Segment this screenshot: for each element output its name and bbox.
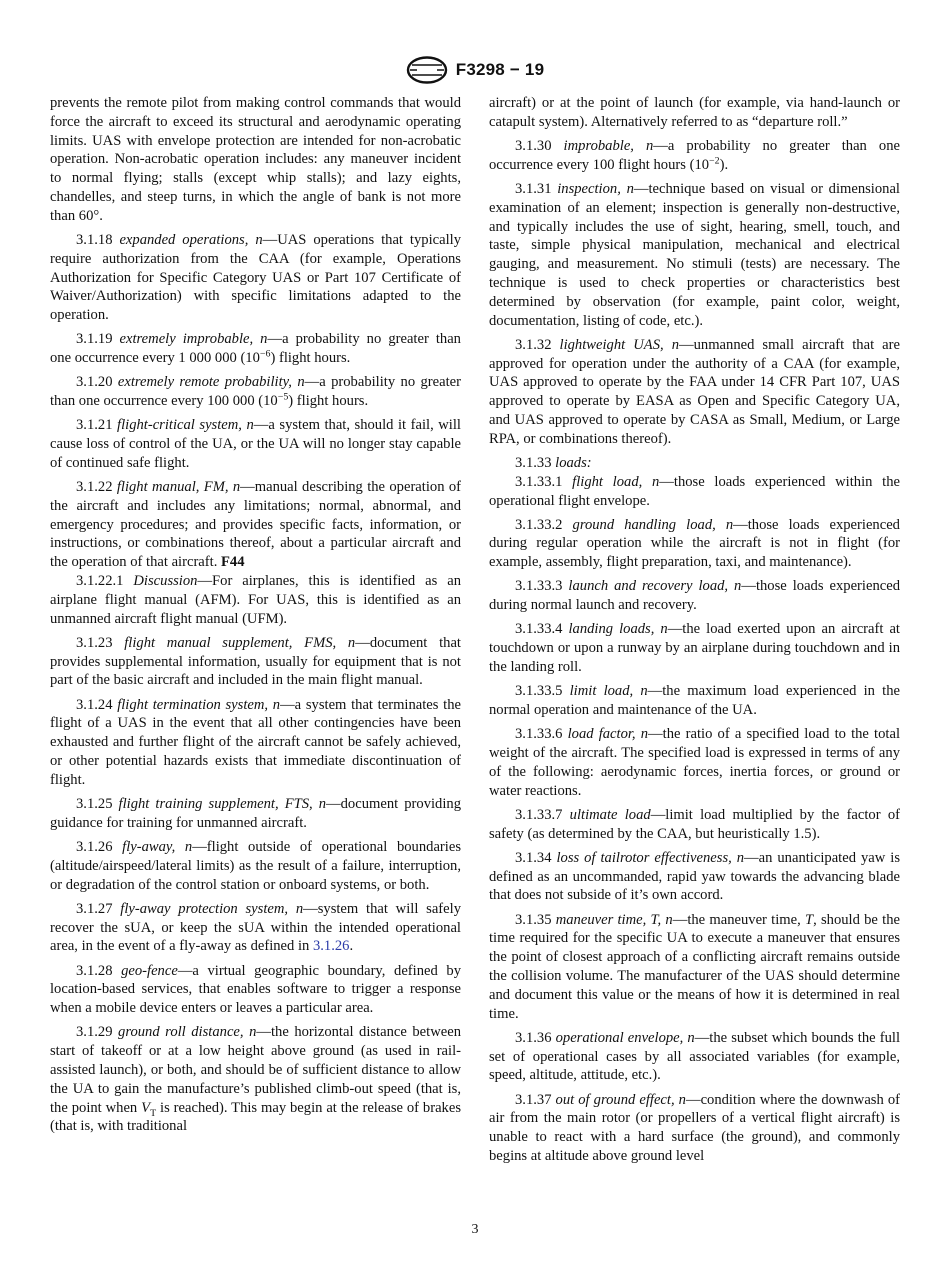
definition-3-1-24: 3.1.24 flight termination system, n—a system that terminates the flight of a UAS in the event that all other contingencies have been exhausted and further flight of the aircraft cannot be safely achieved, or other potential hazards exists that immediate discontinuation of flight. [50, 696, 461, 788]
definition-3-1-30: 3.1.30 improbable, n—a probability no greater than one occurrence every 100 flight hours $(10^{-2})$. [489, 137, 900, 173]
definition-3-1-27: 3.1.27 fly-away protection system, n—system that will safely recover the sUA, or keep the sUA within the intended operational area, in the event of a fly-away as defined in 3.1.26. [50, 900, 461, 955]
paragraph-continued: aircraft) or at the point of launch (for example, via hand-launch or catapult system). Alternatively referred to as “departure roll.” [489, 95, 900, 130]
cross-reference-link[interactable]: 3.1.26 [312, 938, 350, 955]
definition-3-1-34: 3.1.34 loss of tailrotor effectiveness, n—an unanticipated yaw is defined as an uncommanded, rapid yaw towards the advancing blade that does not subside of it’s own accord. [489, 849, 900, 904]
definition-3-1-22: 3.1.22 flight manual, FM, n—manual describing the operation of the aircraft and includes any limitations; normal, abnormal, and emergency procedures; and provides specific facts, information, or instructions, or combinations thereof, about a particular aircraft and the operation of that aircraft. F44 [50, 479, 461, 571]
definition-3-1-33-6: 3.1.33.6 load factor, n—the ratio of a specified load to the total weight of the aircraft. The specified load is expressed in terms of any of the following: aerodynamic forces, inertia forces, or ground or water reactions. [489, 726, 900, 799]
definition-3-1-32: 3.1.32 lightweight UAS, n—unmanned small aircraft that are approved for operation under the authority of a CAA (for example, UAS approved to operate by the FAA under 14 CFR Part 107, UAS approved to operate by EASA as Open and Specific Category UA, and UAS approved to operate by CASA as Small, Medium, or Large RPA, or combinations thereof). [489, 336, 900, 447]
change-marker: F44 [221, 554, 245, 571]
definition-3-1-33: 3.1.33 loads: [515, 454, 592, 471]
definition-3-1-33-2: 3.1.33.2 ground handling load, n—those loads experienced during regular operation while the aircraft is not in flight (for example, assembly, flight preparation, taxi, and maintenance). [489, 516, 900, 571]
astm-logo [406, 56, 448, 84]
right-column [489, 94, 900, 1171]
definition-3-1-33-7: 3.1.33.7 ultimate load—limit load multiplied by the factor of safety (as determined by the CAA, but heuristically 1.5). [489, 806, 900, 842]
definition-3-1-36: 3.1.36 operational envelope, n—the subset which bounds the full set of operational cases by all associated variables (for example, speed, altitude, attitude, etc.). [489, 1029, 900, 1084]
definition-3-1-22-1: 3.1.22.1 Discussion—For airplanes, this is identified as an airplane flight manual (AFM). For UAS, this is identified as an unmanned aircraft flight manual (UFM). [50, 573, 461, 627]
definition-3-1-19: 3.1.19 extremely improbable, n—a probability no greater than one occurrence every 1 000 000 $(10^{-6})$ flight hours. [50, 331, 461, 367]
definition-3-1-33-1: 3.1.33.1 flight load, n—those loads experienced within the operational flight envelope. [489, 473, 900, 509]
page-number: 3 [471, 1222, 479, 1237]
definition-3-1-33-3: 3.1.33.3 launch and recovery load, n—those loads experienced during normal launch and recovery. [489, 578, 900, 614]
definition-3-1-23: 3.1.23 flight manual supplement, FMS, n—document that provides supplemental information, usually for equipment that is not part of the basic aircraft and included in the main flight manual. [50, 634, 461, 689]
definition-3-1-37: 3.1.37 out of ground effect, n—condition where the downwash of air from the main rotor (or propellers of a vertical flight aircraft) is unable to react with a hard surface (the ground), and commonly begins at altitude above ground level [489, 1091, 900, 1164]
definition-3-1-21: 3.1.21 flight-critical system, n—a system that, should it fail, will cause loss of control of the UA, or the UA will no longer stay capable of continued safe flight. [50, 417, 461, 471]
definition-3-1-33-5: 3.1.33.5 limit load, n—the maximum load experienced in the normal operation and maintenance of the UA. [489, 683, 900, 719]
definition-3-1-18: 3.1.18 expanded operations, n—UAS operations that typically require authorization from the CAA (for example, Operations Authorization for Specific Category UAS or Part 107 Certificate of Waiver/Authorization) with specific limitations adapted to the operation. [50, 231, 461, 324]
definition-3-1-26: 3.1.26 fly-away, n—flight outside of operational boundaries (altitude/airspeed/lateral limits) as the result of a failure, interruption, or degradation of the control station or onboard systems, or both. [50, 839, 461, 893]
definition-3-1-33-4: 3.1.33.4 landing loads, n—the load exerted upon an aircraft at touchdown or upon a runway by an airplane during touchdown and in the landing roll. [489, 621, 900, 676]
standard-designation: F3298 − 19 [455, 60, 545, 79]
definition-3-1-35: 3.1.35 maneuver time, T, n—the maneuver time, T, should be the time required for the specific UA to execute a maneuver that ensures the point of closest approach of a conflicting aircraft remains outside the collision volume. The manufacturer of the UAS should determine and document this value or the means of how it is determined in real time. [489, 911, 900, 1022]
left-column [50, 94, 461, 1142]
page-header [0, 56, 950, 84]
paragraph-continued: prevents the remote pilot from making control commands that would force the aircraft to exceed its structural and aerodynamic operating limits. UAS with envelope protection are intended for non-acrobatic operation. Non-acrobatic operation includes: any maneuver incident to normal flying; stalls (except whip stalls); and lazy eights, chandelles, and steep turns, in which the angle of bank is not more than 60°. [50, 95, 461, 224]
definition-3-1-20: 3.1.20 extremely remote probability, n—a probability no greater than one occurrence every 100 000 $(10^{-5})$ flight hours. [50, 374, 461, 410]
definition-3-1-28: 3.1.28 geo-fence—a virtual geographic boundary, defined by location-based services, that enables software to trigger a response when a mobile device enters or leaves a particular area. [50, 962, 461, 1017]
definition-3-1-31: 3.1.31 inspection, n—technique based on visual or dimensional examination of an element; inspection is generally non-destructive, and typically includes the use of sight, hearing, smell, touch, and taste, simple physical manipulation, mechanical and electrical gauging, and measurement. No stimuli (tests) are necessary. The technique is used to check properties or characteristics best determined by observation (for example, paint color, weight, documentation, listing of code, etc.). [489, 180, 900, 329]
definition-3-1-25: 3.1.25 flight training supplement, FTS, n—document providing guidance for training for unmanned aircraft. [50, 796, 461, 831]
definition-3-1-29: 3.1.29 ground roll distance, n—the horizontal distance between start of takeoff or at a low height above ground (as used in rail-assisted launch), or both, and should be of sufficient distance to allow the UA to gain the manufacture’s published climb-out speed (that is, the point when $V_T$ is reached). This may begin at the release of brakes (that is, with traditional [50, 1024, 462, 1135]
